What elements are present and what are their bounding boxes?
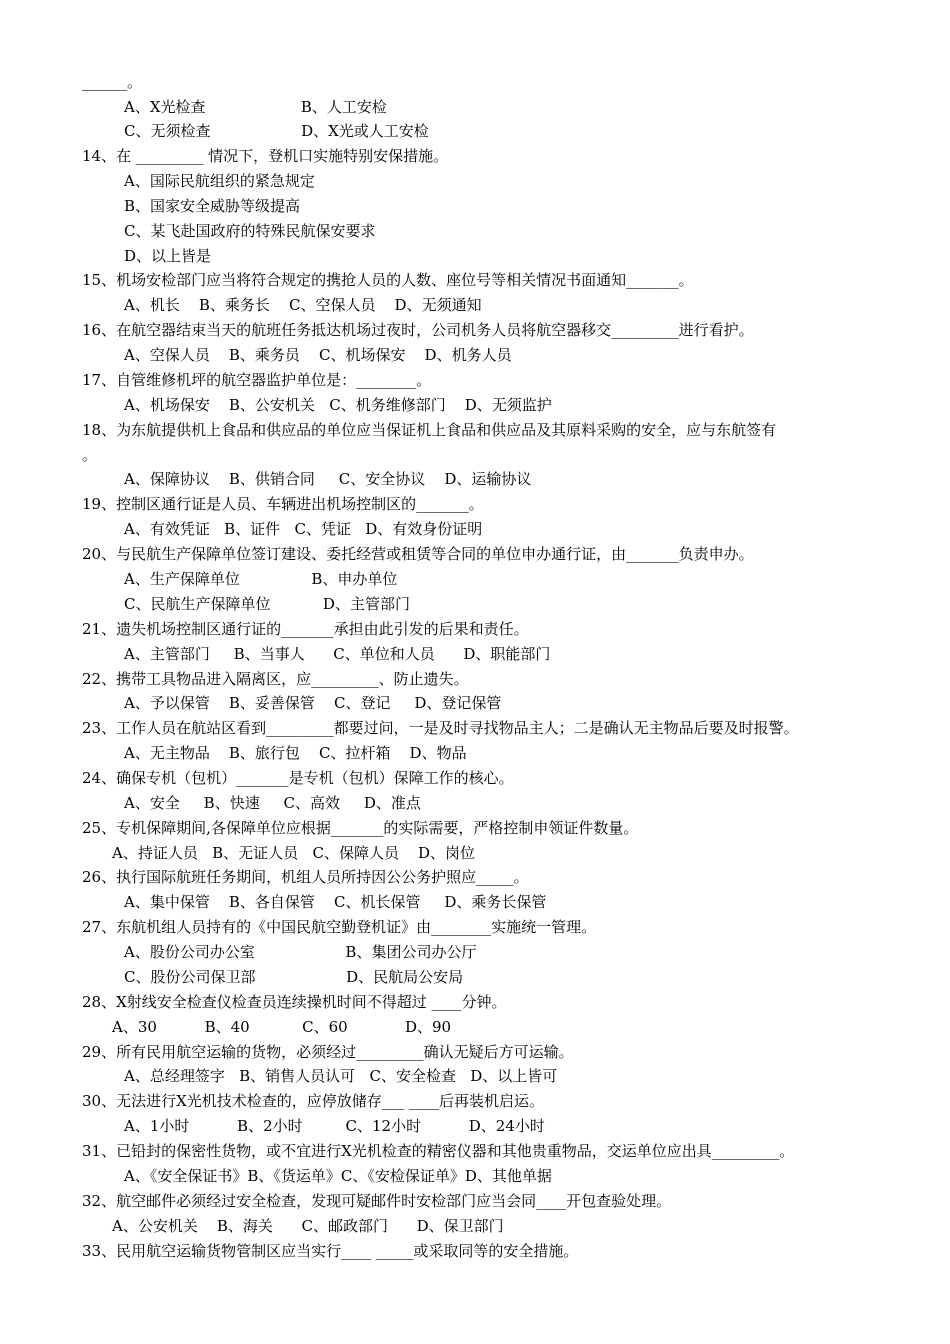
text-line: A、总经理签字 B、销售人员认可 C、安全检查 D、以上皆可 [124, 1067, 558, 1085]
text-line: A、空保人员 B、乘务员 C、机场保安 D、机务人员 [124, 346, 512, 364]
text-line: 30、无法进行X光机技术检查的，应停放储存___ ____后再装机启运。 [82, 1092, 545, 1110]
text-line: A、集中保管 B、各自保管 C、机长保管 D、乘务长保管 [124, 893, 547, 911]
text-line: A、无主物品 B、旅行包 C、拉杆箱 D、物品 [124, 744, 467, 762]
text-line: ______。 [82, 73, 143, 91]
text-line: 15、机场安检部门应当将符合规定的携抢人员的人数、座位号等相关情况书面通知_______。 [82, 271, 694, 289]
text-line: 17、自管维修机坪的航空器监护单位是：________。 [82, 371, 432, 389]
text-line: 25、专机保障期间,各保障单位应根据_______的实际需要，严格控制申领证件数量。 [82, 819, 639, 837]
text-line: 26、执行国际航班任务期间，机组人员所持因公公务护照应_____。 [82, 868, 529, 886]
text-line: 23、工作人员在航站区看到_________都要过问，一是及时寻找物品主人；二是确认无主物品后要及时报警。 [82, 719, 799, 737]
text-line: A、国际民航组织的紧急规定 [124, 172, 315, 190]
text-line: C、某飞赴国政府的特殊民航保安要求 [124, 222, 376, 240]
text-line: 14、在 _________ 情况下，登机口实施特别安保措施。 [82, 147, 449, 165]
text-line: 21、遗失机场控制区通行证的_______承担由此引发的后果和责任。 [82, 620, 529, 638]
text-line: 。 [82, 446, 98, 464]
text-line: A、《安全保证书》B、《货运单》C、《安检保证单》D、其他单据 [124, 1167, 552, 1185]
text-line: A、予以保管 B、妥善保管 C、登记 D、登记保管 [124, 694, 502, 712]
text-line: 32、航空邮件必须经过安全检查，发现可疑邮件时安检部门应当会同____开包查验处理。 [82, 1192, 672, 1210]
text-line: 22、携带工具物品进入隔离区，应_________、防止遗失。 [82, 670, 469, 688]
text-line: A、30 B、40 C、60 D、90 [112, 1018, 452, 1036]
text-line: A、有效凭证 B、证件 C、凭证 D、有效身份证明 [124, 520, 483, 538]
text-line: 24、确保专机（包机）_______是专机（包机）保障工作的核心。 [82, 769, 514, 787]
text-line: A、主管部门 B、当事人 C、单位和人员 D、职能部门 [124, 645, 551, 663]
text-line: 33、民用航空运输货物管制区应当实行____ _____或采取同等的安全措施。 [82, 1242, 579, 1260]
text-line: A、安全 B、快速 C、高效 D、准点 [124, 794, 421, 812]
text-line: A、保障协议 B、供销合同 C、安全协议 D、运输协议 [124, 470, 532, 488]
text-line: 31、已铅封的保密性货物，或不宜进行X光机检查的精密仪器和其他贵重物品，交运单位应出具_________。 [82, 1142, 795, 1160]
text-line: C、无须检查 D、X光或人工安检 [124, 122, 429, 140]
text-line: 16、在航空器结束当天的航班任务抵达机场过夜时，公司机务人员将航空器移交_________进行看护。 [82, 321, 754, 339]
text-line: A、公安机关 B、海关 C、邮政部门 D、保卫部门 [112, 1217, 504, 1235]
text-line: 20、与民航生产保障单位签订建设、委托经营或租赁等合同的单位申办通行证，由_______负责申办。 [82, 545, 754, 563]
text-line: A、生产保障单位 B、申办单位 [124, 570, 398, 588]
text-line: A、机场保安 B、公安机关 C、机务维修部门 D、无须监护 [124, 396, 552, 414]
text-line: 29、所有民用航空运输的货物，必须经过_________确认无疑后方可运输。 [82, 1043, 574, 1061]
text-line: A、1小时 B、2小时 C、12小时 D、24小时 [124, 1117, 545, 1135]
text-line: A、机长 B、乘务长 C、空保人员 D、无须通知 [124, 296, 482, 314]
text-line: A、持证人员 B、无证人员 C、保障人员 D、岗位 [112, 844, 476, 862]
text-line: C、民航生产保障单位 D、主管部门 [124, 595, 410, 613]
text-line: A、X光检查 B、人工安检 [124, 98, 387, 116]
text-line: 27、东航机组人员持有的《中国民航空勤登机证》由________实施统一管理。 [82, 918, 597, 936]
text-line: D、以上皆是 [124, 247, 212, 265]
text-line: B、国家安全威胁等级提高 [124, 197, 301, 215]
text-line: 18、为东航提供机上食品和供应品的单位应当保证机上食品和供应品及其原料采购的安全，应与东航签有 [82, 421, 777, 439]
text-line: A、股份公司办公室 B、集团公司办公厅 [124, 943, 477, 961]
text-line: 19、控制区通行证是人员、车辆进出机场控制区的_______。 [82, 495, 484, 513]
text-line: C、股份公司保卫部 D、民航局公安局 [124, 968, 464, 986]
text-line: 28、X射线安全检查仪检查员连续操机时间不得超过 ____分钟。 [82, 993, 507, 1011]
